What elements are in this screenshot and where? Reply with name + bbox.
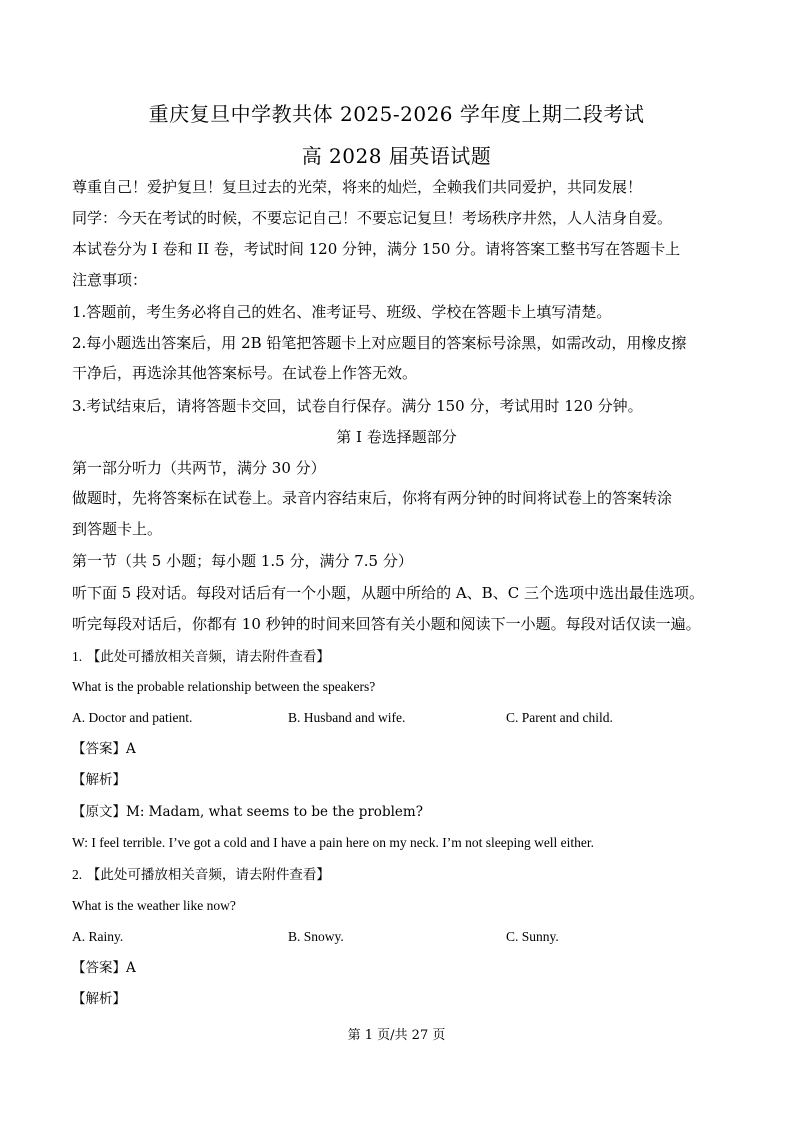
sub-section-instruction-cont: 听完每段对话后，你都有 10 秒钟的时间来回答有关小题和阅读下一小题。每段对话仅读一遍。 [72,615,701,633]
notice-item-2-cont: 干净后，再选涂其他答案标号。在试卷上作答无效。 [72,364,418,382]
section-heading: 第 I 卷选择题部分 [336,428,457,446]
part-1-instruction: 做题时，先将答案标在试卷上。录音内容结束后，你将有两分钟的时间将试卷上的答案转涂 [72,489,673,507]
exam-subtitle: 高 2028 届英语试题 [301,144,492,168]
question-2-analysis: 【解析】 [72,991,126,1007]
sub-section-instruction: 听下面 5 段对话。每段对话后有一个小题，从题中所给的 A、B、C 三个选项中选出最佳选项。 [72,584,704,602]
question-1-transcript: 【原文】M: Madam, what seems to be the problem? [72,804,423,820]
reminder-line: 同学：今天在考试的时候，不要忘记自己！不要忘记复旦！考场秩序井然，人人洁身自爱。 [72,209,673,227]
question-1-option-a: A. Doctor and patient. [72,710,193,725]
notice-item-2: 2.每小题选出答案后，用 2B 铅笔把答题卡上对应题目的答案标号涂黑，如需改动，用橡皮擦 [72,334,687,352]
notice-heading: 注意事项： [72,271,148,289]
question-2-header [72,863,732,886]
question-1-header [72,645,732,668]
question-1-stem: What is the probable relationship between the speakers? [72,679,376,694]
motto-line: 尊重自己！爱护复旦！复旦过去的光荣，将来的灿烂，全赖我们共同爱护，共同发展！ [72,178,643,196]
part-1-instruction-cont: 到答题卡上。 [72,520,163,538]
notice-item-1: 1.答题前，考生务必将自己的姓名、准考证号、班级、学校在答题卡上填写清楚。 [72,303,612,321]
question-number: 1. [72,649,83,664]
question-1-answer: 【答案】A [72,741,136,757]
question-2-option-b: B. Snowy. [288,929,344,944]
page-footer: 第 1 页/共 27 页 [347,1028,446,1043]
question-2-option-c: C. Sunny. [506,929,559,944]
notice-item-3: 3.考试结束后，请将答题卡交回，试卷自行保存。满分 150 分，考试用时 120 分钟。 [72,397,643,415]
question-1-analysis: 【解析】 [72,772,126,788]
question-number: 2. [72,867,83,882]
exam-info-line: 本试卷分为 I 卷和 II 卷，考试时间 120 分钟，满分 150 分。请将答案工整书写在答题卡上 [72,240,681,258]
question-1-transcript-2: W: I feel terrible. I’ve got a cold and I have a pain here on my neck. I’m not sleeping well either. [72,835,595,850]
question-2-option-a: A. Rainy. [72,929,124,944]
question-2-stem: What is the weather like now? [72,898,236,913]
question-1-option-b: B. Husband and wife. [288,710,406,725]
sub-section-heading: 第一节（共 5 小题；每小题 1.5 分，满分 7.5 分） [72,552,413,570]
part-1-heading: 第一部分听力（共两节，满分 30 分） [72,459,326,477]
audio-note: 【此处可播放相关音频，请去附件查看】 [86,649,330,665]
question-2-answer: 【答案】A [72,960,136,976]
audio-note: 【此处可播放相关音频，请去附件查看】 [86,867,330,883]
exam-title: 重庆复旦中学教共体 2025-2026 学年度上期二段考试 [148,102,645,126]
question-1-option-c: C. Parent and child. [506,710,613,725]
